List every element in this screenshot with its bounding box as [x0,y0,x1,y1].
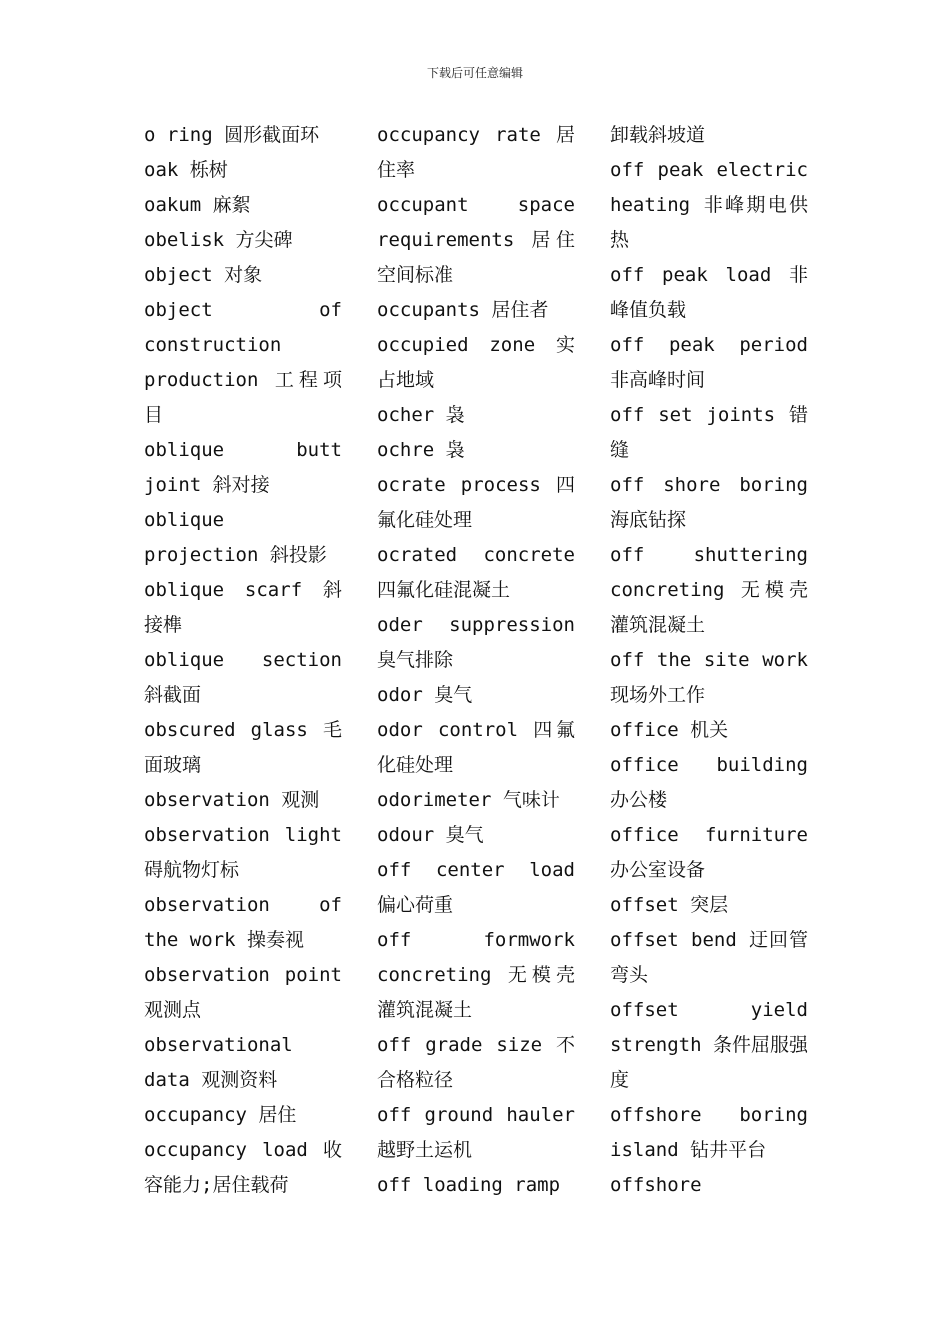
glossary-entry: oblique projection 斜投影 [144,509,327,566]
glossary-entry: occupied zone 实占地域 [377,334,575,391]
glossary-entry: obscured glass 毛面玻璃 [144,719,342,776]
glossary-entry: off loading ramp [377,1174,561,1196]
glossary-entry: oblique butt joint 斜对接 [144,439,342,496]
glossary-entry: oakum 麻絮 [144,194,251,216]
glossary-entry: occupancy rate 居住率 [377,124,575,181]
glossary-entry: offset bend 迂回管弯头 [610,929,808,986]
glossary-entry: ocrate process 四氟化硅处理 [377,474,575,531]
glossary-entry: off set joints 错缝 [610,404,808,461]
glossary-entry: 卸载斜坡道 [610,124,706,146]
glossary-entry: oder suppression 臭气排除 [377,614,575,671]
glossary-entry: off shore boring 海底钻探 [610,474,808,531]
glossary-entry: observation of the work 操奏视 [144,894,342,951]
glossary-entry: office 机关 [610,719,729,741]
glossary-column-2 [377,118,575,1203]
glossary-columns [144,118,808,1203]
glossary-entry: off shuttering concreting 无模壳灌筑混凝土 [610,544,808,636]
glossary-entry: odorimeter 气味计 [377,789,560,811]
glossary-entry: office furniture 办公室设备 [610,824,808,881]
glossary-entry: oblique section 斜截面 [144,649,342,706]
glossary-entry: observational data 观测资料 [144,1034,293,1091]
glossary-entry: offset yield strength 条件屈服强度 [610,999,808,1091]
glossary-entry: odour 臭气 [377,824,484,846]
glossary-entry: ocher 袅 [377,404,465,426]
glossary-entry: o ring 圆形截面环 [144,124,320,146]
glossary-entry: off peak period 非高峰时间 [610,334,808,391]
glossary-entry: off formwork concreting 无模壳灌筑混凝土 [377,929,575,1021]
glossary-entry: observation light 碍航物灯标 [144,824,342,881]
glossary-entry: off grade size 不合格粒径 [377,1034,575,1091]
glossary-entry: off the site work 现场外工作 [610,649,808,706]
glossary-entry: object of construction production 工程项目 [144,299,342,426]
glossary-entry: offshore [610,1174,702,1196]
glossary-entry: offshore boring island 钻井平台 [610,1104,808,1161]
glossary-entry: offset 突层 [610,894,729,916]
glossary-entry: observation 观测 [144,789,320,811]
glossary-column-1 [144,118,342,1203]
glossary-entry: occupancy load 收容能力;居住载荷 [144,1139,342,1196]
glossary-entry: off peak load 非峰值负载 [610,264,808,321]
glossary-entry: off center load 偏心荷重 [377,859,575,916]
glossary-entry: office building 办公楼 [610,754,808,811]
glossary-column-3 [610,118,808,1203]
glossary-entry: off ground hauler 越野土运机 [377,1104,575,1161]
glossary-entry: ocrated concrete 四氟化硅混凝土 [377,544,575,601]
glossary-entry: obelisk 方尖碑 [144,229,293,251]
glossary-entry: object 对象 [144,264,263,286]
glossary-entry: occupant space requirements 居住空间标准 [377,194,575,286]
glossary-entry: ochre 袅 [377,439,465,461]
glossary-entry: observation point 观测点 [144,964,342,1021]
glossary-entry: odor 臭气 [377,684,473,706]
glossary-entry: oak 栎树 [144,159,228,181]
glossary-entry: off peak electric heating 非峰期电供热 [610,159,808,251]
glossary-entry: occupants 居住者 [377,299,549,321]
glossary-entry: odor control 四氟化硅处理 [377,719,575,776]
page-header: 下载后可任意编辑 [426,66,523,80]
glossary-entry: occupancy 居住 [144,1104,297,1126]
glossary-entry: oblique scarf 斜接榫 [144,579,342,636]
